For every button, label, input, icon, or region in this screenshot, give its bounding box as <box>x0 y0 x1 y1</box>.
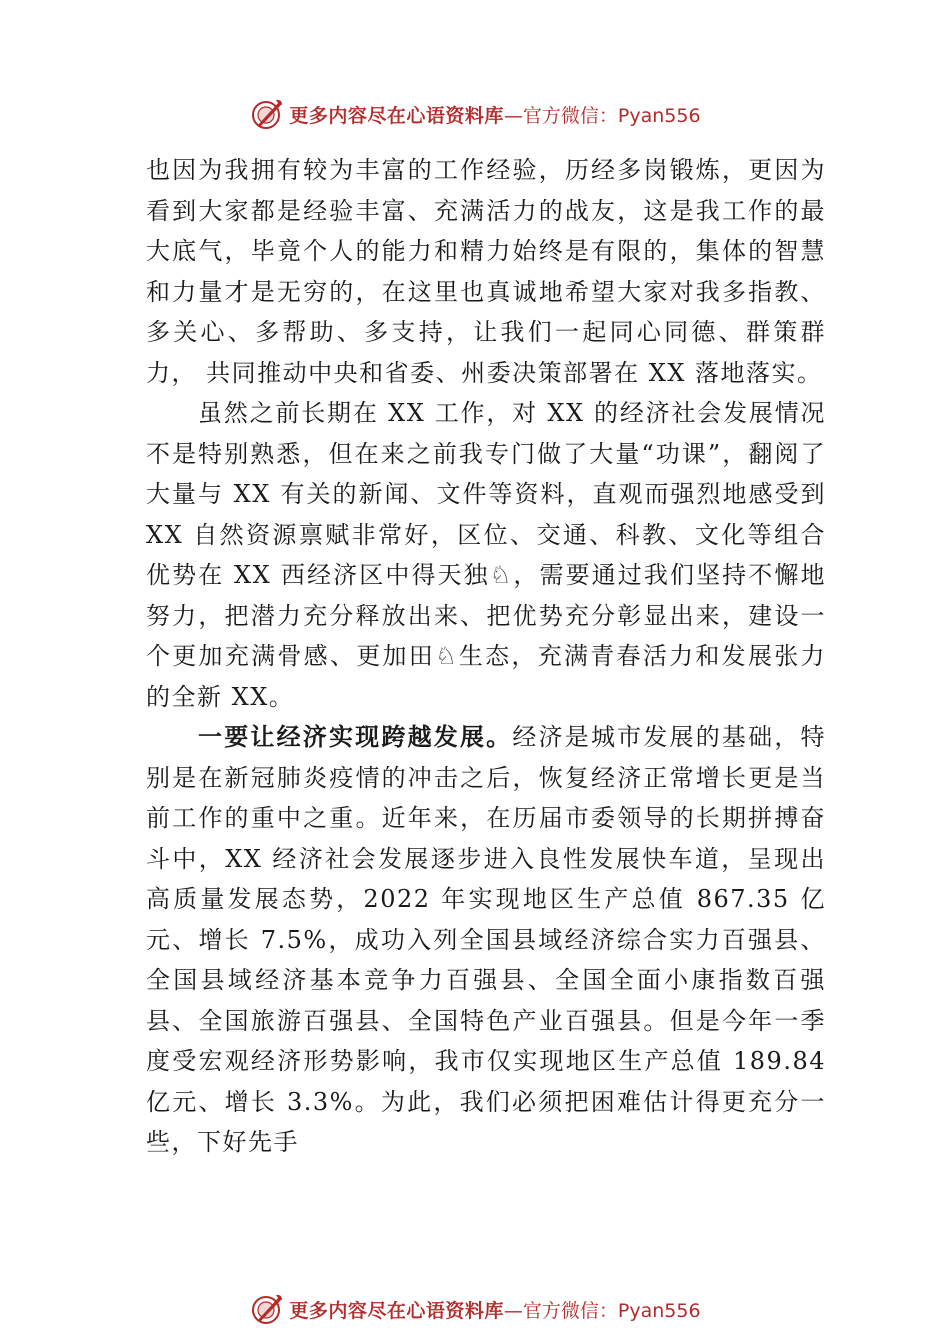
footer-banner <box>0 1289 950 1329</box>
paragraph-3 <box>146 717 826 1163</box>
paragraph-1: 也因为我拥有较为丰富的工作经验，历经多岗锻炼，更因为看到大家都是经验丰富、充满活力的战友，这是我工作的最大底气，毕竟个人的能力和精力始终是有限的，集体的智慧和力量才是无穷的，在这里也真诚地希望大家对我多指教、 多关心、多帮助、多支持，让我们一起同心同德、群策群力， 共同推动中央和省委、州委决策部署在 XX 落地落实。 <box>146 156 826 387</box>
paragraph-3-heading: 一要让经济实现跨越发展。 <box>198 723 513 751</box>
quill-seal-icon <box>249 96 285 132</box>
banner-wechat: —官方微信：Pyan556 <box>503 104 701 127</box>
footer-banner-title: 更多内容尽在心语资料库 <box>289 1299 504 1322</box>
quill-seal-icon <box>249 1291 285 1327</box>
header-banner <box>0 94 950 134</box>
banner-title: 更多内容尽在心语资料库 <box>289 104 504 127</box>
footer-banner-wechat: —官方微信：Pyan556 <box>503 1299 701 1322</box>
paragraph-2: 虽然之前长期在 XX 工作，对 XX 的经济社会发展情况不是特别熟悉，但在来之前我专门做了大量“功课”，翻阅了 大量与 XX 有关的新闻、文件等资料，直观而强烈地感受到XX 自然资源禀赋非常好，区位、交通、科教、文化等组合优势在 XX 西经济区中得天独♘，需要通过我们坚持不懈地努力，把潜力充分释放出来、把优势充分彰显出来，建设一个更加充满骨感、更加田♘生态，充满青春活力和发展张力的全新 XX。 <box>146 399 826 711</box>
document-body <box>146 150 826 1163</box>
paragraph-3-text: 经济是城市发展的基础，特别是在新冠肺炎疫情的冲击之后，恢复经济正常增长更是当前工作的重中之重。近年来，在历届市委领导的长期拼搏奋斗中，XX 经济社会发展逐步进入良性发展快车道，呈现出高质量发展态势，2022 年实现地区生产总值 867.35 亿元、增长 7.5%，成功入列全国县域经济综合实力百强县、全国县域经济基本竞争力百强县、全国全面小康指数百强县、全国旅游百强县、全国特色产业百强县。但是今年一季度受宏观经济形势影响，我市仅实现地区生产总值 189.84 亿元、增长 3.3%。为此，我们必须把困难估计得更充分一些，下好先手 <box>146 723 827 1156</box>
